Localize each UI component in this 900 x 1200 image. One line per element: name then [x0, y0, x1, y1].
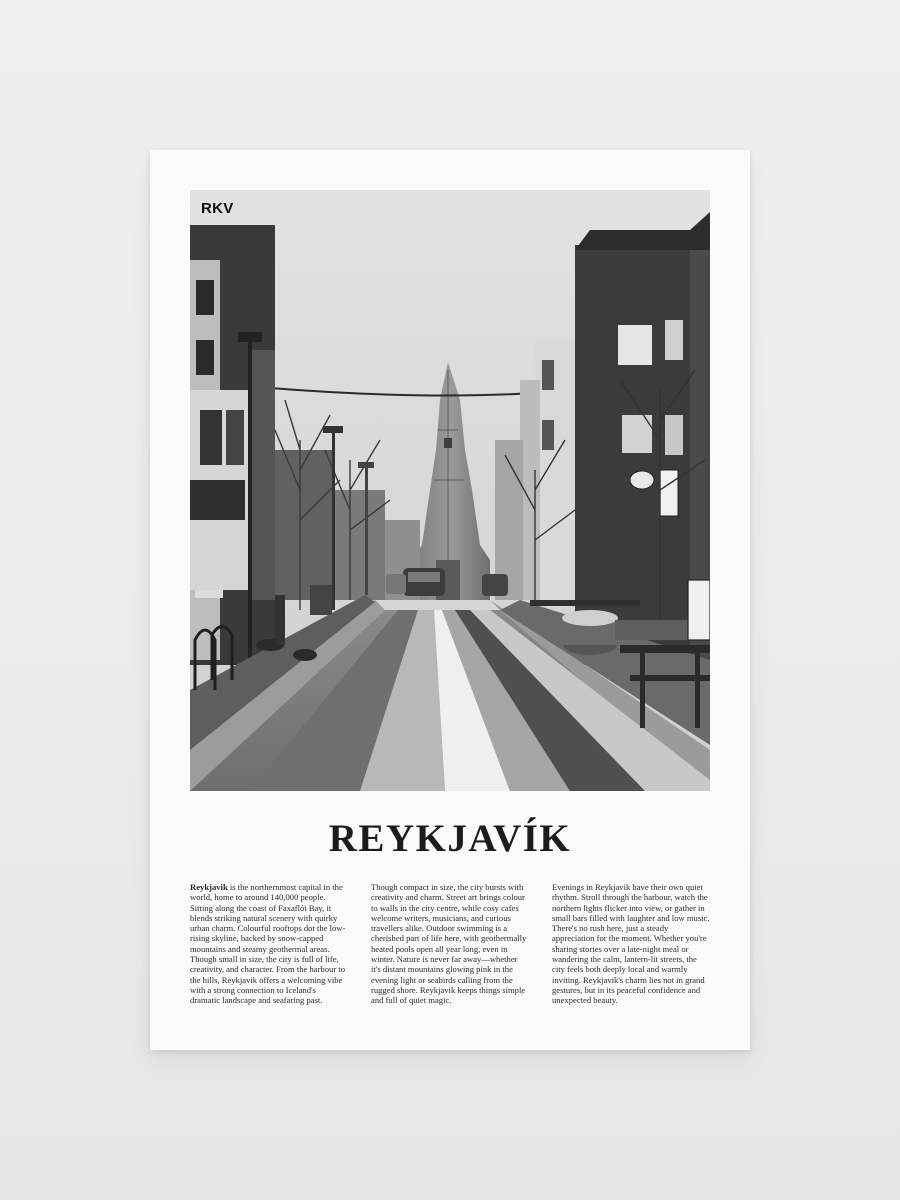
text-column-2 — [371, 882, 529, 1006]
text-column-1 — [190, 882, 348, 1006]
paragraph-text: is the northernmost capital in the world, home to around 140,000 people. Sitting along the coast of Faxaflói Bay, it blends striking natural scenery with quirky urban charm. Colourful rooftops dot the low-rising skyline, backed by snow-capped mountains and steamy geothermal areas. Though small in size, the city is full of life, creativity, and character. From the harbour to the hills, Reykjavik offers a welcoming vibe with a strong connection to Iceland's dramatic landscape and seafaring past. — [190, 882, 346, 1006]
lead-word: Reykjavik — [190, 882, 228, 892]
poster — [150, 150, 750, 1050]
text-column-3 — [552, 882, 710, 1006]
text-columns — [190, 882, 710, 1006]
poster-title: REYKJAVÍK — [328, 817, 572, 860]
street-photo — [190, 190, 710, 791]
city-code-label: RKV — [201, 200, 234, 217]
paragraph-text: Though compact in size, the city bursts with creativity and charm. Street art brings colour to walls in the city centre, while cosy cafes welcome writers, musicians, and curious travellers alike. Outdoor swimming is a cherished part of life here, with geothermally heated pools open all year long, even in winter. Nature is never far away—whether it's distant mountains glowing pink in the evening light or seabirds calling from the rugged shore. Reykjavik keeps things simple and full of quiet magic. — [371, 882, 527, 1006]
paragraph-text: Evenings in Reykjavik have their own quiet rhythm. Stroll through the harbour, watch the northern lights flicker into view, or gather in small bars filled with laughter and low music. There's no rush here, just a steady appreciation for the moment. Whether you're sharing stories over a late-night meal or wandering the calm, lantern-lit streets, the city feels both deeply local and warmly inviting. Reykjavik's charm lies not in grand gestures, but in its peaceful confidence and unexpected beauty. — [552, 882, 710, 1006]
